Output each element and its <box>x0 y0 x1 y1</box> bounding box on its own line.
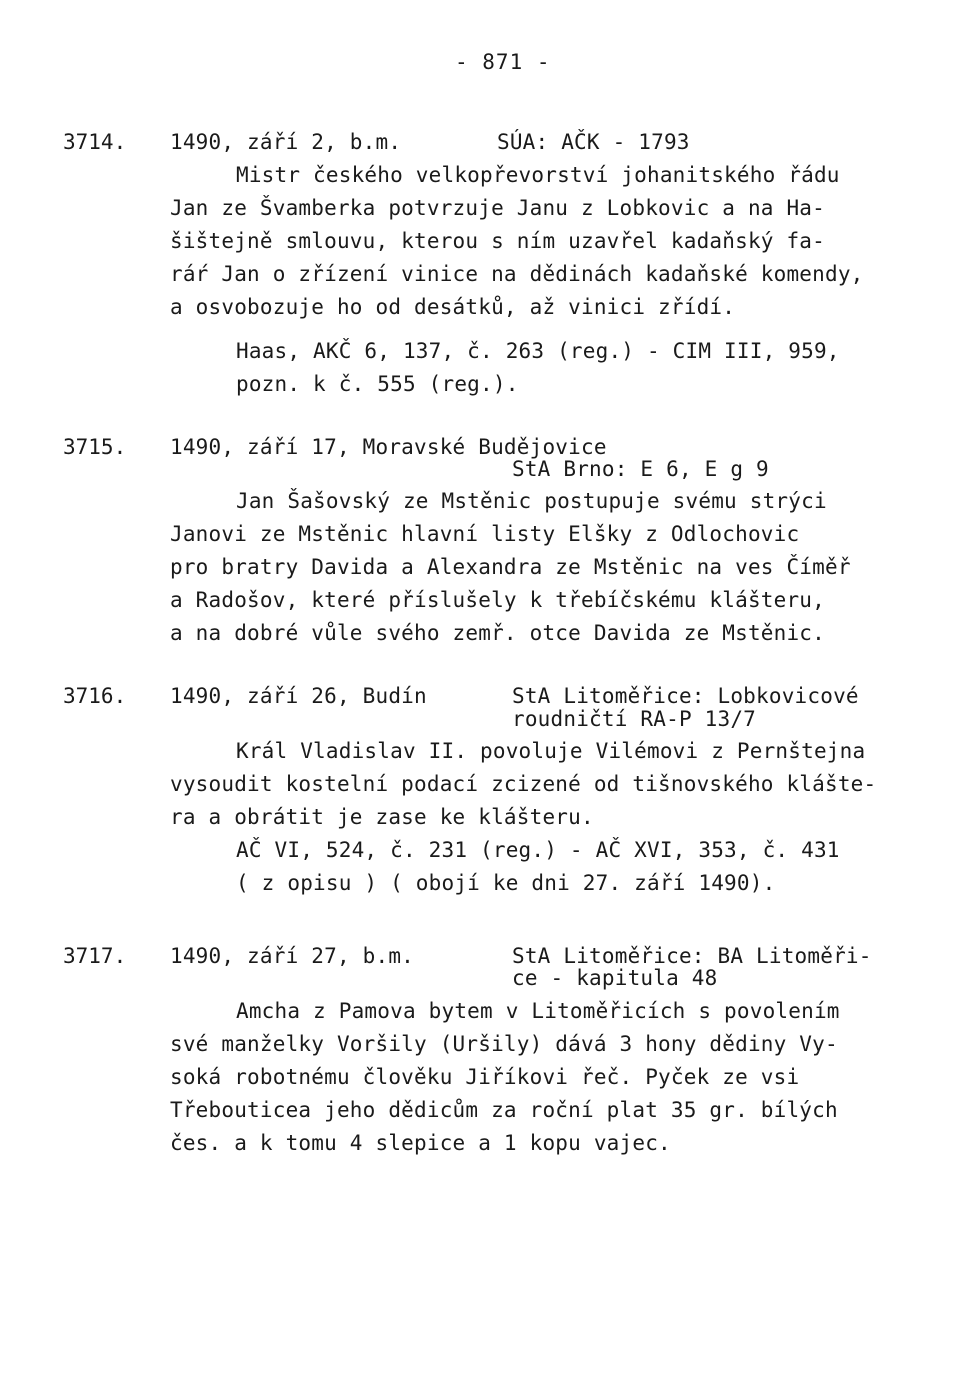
entry-text-line: šištejně smlouvu, kterou s ním uzavřel kadaňský fa- <box>170 229 825 253</box>
entry-archive: SÚA: AČK - 1793 <box>497 130 690 154</box>
entry-text-line: a osvobozuje ho od desátků, až vinici zřídí. <box>170 295 736 319</box>
entry-text-line: pro bratry Davida a Alexandra ze Mstěnic na ves Číměř <box>170 555 851 579</box>
entry-reference: pozn. k č. 555 (reg.). <box>236 372 519 396</box>
entry-text-line: a Radošov, které příslušely k třebíčskému klášteru, <box>170 588 825 612</box>
entry-date: 1490, září 17, Moravské Budějovice <box>170 435 607 459</box>
entry-text-line: Jan Šašovský ze Mstěnic postupuje svému strýci <box>236 489 827 513</box>
entry-reference: AČ VI, 524, č. 231 (reg.) - AČ XVI, 353, č. 431 <box>236 838 840 862</box>
entry-reference: Haas, AKČ 6, 137, č. 263 (reg.) - CIM III, 959, <box>236 339 840 363</box>
page-number: - 871 - <box>455 50 551 74</box>
entry-text-line: soká robotnému člověku Jiříkovi řeč. Pyček ze vsi <box>170 1065 800 1089</box>
entry-archive: roudničtí RA-P 13/7 <box>512 707 757 731</box>
entry-text-line: ra a obrátit je zase ke klášteru. <box>170 805 594 829</box>
entry-text-line: Král Vladislav II. povoluje Vilémovi z Pernštejna <box>236 739 866 763</box>
entry-number: 3717. <box>63 944 127 968</box>
entry-date: 1490, září 26, Budín <box>170 684 427 708</box>
entry-number: 3716. <box>63 684 127 708</box>
entry-number: 3714. <box>63 130 127 154</box>
entry-text-line: Jan ze Švamberka potvrzuje Janu z Lobkovic a na Ha- <box>170 196 825 220</box>
entry-text-line: Třebouticea jeho dědicům za roční plat 35 gr. bílých <box>170 1098 838 1122</box>
entry-text-line: své manželky Voršily (Uršily) dává 3 hony dědiny Vy- <box>170 1032 838 1056</box>
entry-text-line: Amcha z Pamova bytem v Litoměřicích s povolením <box>236 999 840 1023</box>
entry-number: 3715. <box>63 435 127 459</box>
entry-date: 1490, září 27, b.m. <box>170 944 415 968</box>
entry-text-line: Mistr českého velkopřevorství johanitského řádu <box>236 163 840 187</box>
entry-text-line: ráŕ Jan o zřízení vinice na dědinách kadaňské komendy, <box>170 262 864 286</box>
entry-text-line: čes. a k tomu 4 slepice a 1 kopu vajec. <box>170 1131 671 1155</box>
entry-archive: StA Litoměřice: BA Litoměři- <box>512 944 872 968</box>
entry-text-line: a na dobré vůle svého zemř. otce Davida ze Mstěnic. <box>170 621 825 645</box>
entry-text-line: Janovi ze Mstěnic hlavní listy Elšky z Odlochovic <box>170 522 800 546</box>
entry-archive: StA Litoměřice: Lobkovicové <box>512 684 859 708</box>
entry-archive: ce - kapitula 48 <box>512 966 718 990</box>
entry-date: 1490, září 2, b.m. <box>170 130 402 154</box>
entry-reference: ( z opisu ) ( obojí ke dni 27. září 1490). <box>236 871 776 895</box>
entry-archive: StA Brno: E 6, E g 9 <box>512 457 769 481</box>
entry-text-line: vysoudit kostelní podací zcizené od tišnovského klášte- <box>170 772 877 796</box>
